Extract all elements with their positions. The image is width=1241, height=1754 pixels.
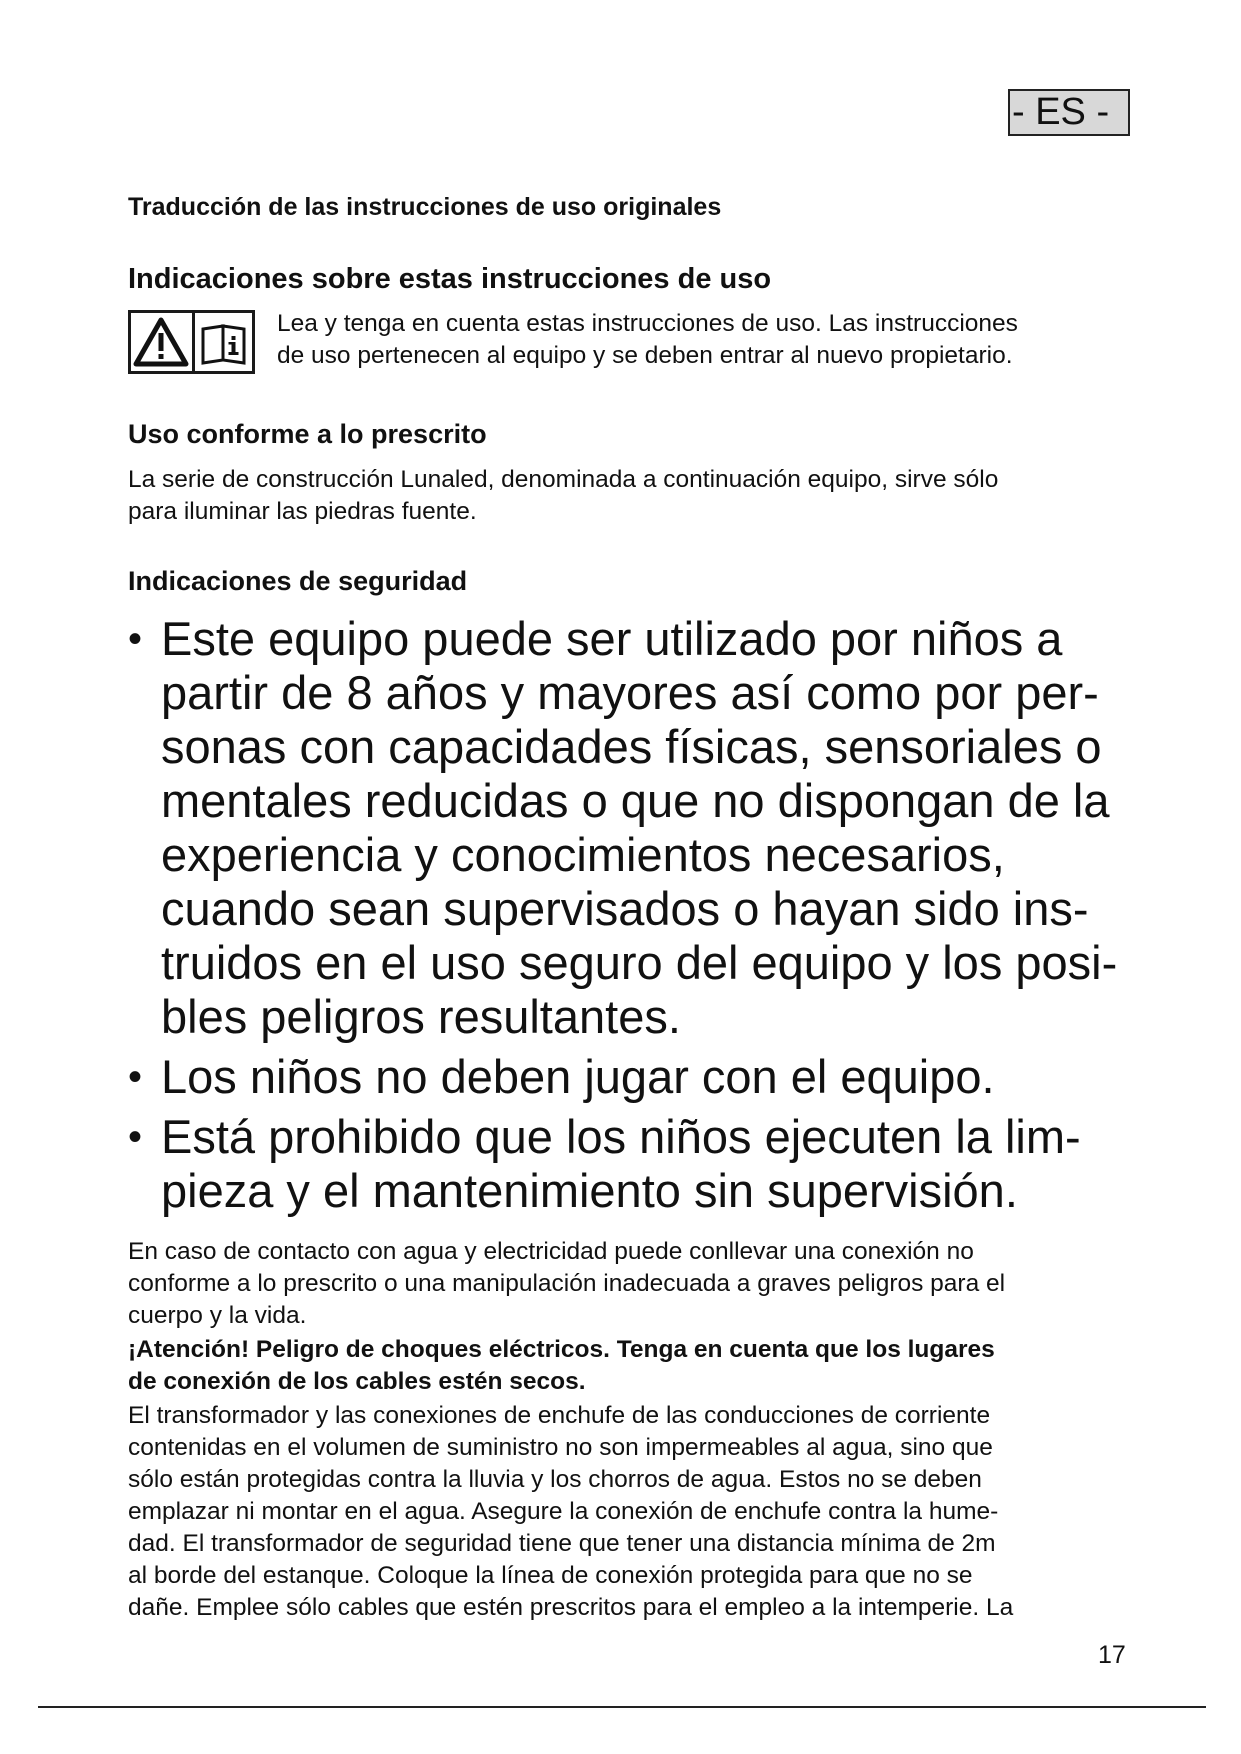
- safety-icons: [128, 310, 255, 374]
- text-line: partir de 8 años y mayores así como por per-: [161, 666, 1099, 719]
- warning-triangle-icon: [131, 313, 195, 371]
- section-title-intended-use: Uso conforme a lo prescrito: [128, 419, 487, 449]
- text-line: La serie de construcción Lunaled, denominada a continuación equipo, sirve sólo: [128, 466, 999, 493]
- bullet-item: [128, 1110, 1148, 1218]
- text-line: cuerpo y la vida.: [128, 1302, 307, 1329]
- text-line: conforme a lo prescrito o una manipulación inadecuada a graves peligros para el: [128, 1270, 1006, 1297]
- text-line: de uso pertenecen al equipo y se deben entrar al nuevo propietario.: [277, 342, 1013, 369]
- document-subtitle: Traducción de las instrucciones de uso originales: [128, 193, 722, 221]
- section-title-instructions: Indicaciones sobre estas instrucciones de uso: [128, 263, 772, 295]
- text-line: de conexión de los cables estén secos.: [128, 1368, 586, 1395]
- text-line: sonas con capacidades físicas, sensoriales o: [161, 720, 1102, 773]
- section-title-safety: Indicaciones de seguridad: [128, 566, 468, 596]
- text-line: El transformador y las conexiones de enchufe de las conducciones de corriente: [128, 1402, 991, 1429]
- transformer-paragraph: [128, 1400, 1148, 1624]
- text-line: Está prohibido que los niños ejecuten la lim-: [161, 1110, 1081, 1163]
- text-line: experiencia y conocimientos necesarios,: [161, 828, 1005, 881]
- contact-warning-paragraph: [128, 1236, 1148, 1332]
- text-line: para iluminar las piedras fuente.: [128, 498, 477, 525]
- text-line: sólo están protegidas contra la lluvia y los chorros de agua. Estos no se deben: [128, 1466, 982, 1493]
- text-line: contenidas en el volumen de suministro no son impermeables al agua, sino que: [128, 1434, 993, 1461]
- electric-shock-warning: [128, 1334, 1148, 1398]
- text-line: Lea y tenga en cuenta estas instrucciones de uso. Las instrucciones: [277, 310, 1018, 337]
- manual-info-icon: [195, 313, 252, 371]
- text-line: dad. El transformador de seguridad tiene que tener una distancia mínima de 2m: [128, 1530, 996, 1557]
- safety-bullet-list: [128, 612, 1148, 1224]
- bullet-dot: •: [128, 1115, 143, 1159]
- text-line: cuando sean supervisados o hayan sido ins-: [161, 882, 1089, 935]
- text-line: Este equipo puede ser utilizado por niños a: [161, 612, 1063, 665]
- language-badge: - ES -: [1008, 89, 1130, 136]
- text-line: En caso de contacto con agua y electricidad puede conllevar una conexión no: [128, 1238, 974, 1265]
- footer-divider: [38, 1706, 1206, 1708]
- page-number: 17: [1098, 1641, 1126, 1669]
- text-line: mentales reducidas o que no dispongan de la: [161, 774, 1110, 827]
- bullet-dot: •: [128, 617, 143, 661]
- text-line: truidos en el uso seguro del equipo y los posi-: [161, 936, 1118, 989]
- bullet-dot: •: [128, 1055, 143, 1099]
- text-line: pieza y el mantenimiento sin supervisión.: [161, 1164, 1018, 1217]
- intended-use-text: [128, 464, 1148, 528]
- text-line: emplazar ni montar en el agua. Asegure la conexión de enchufe contra la hume-: [128, 1498, 999, 1525]
- text-line: dañe. Emplee sólo cables que estén prescritos para el empleo a la intemperie. La: [128, 1594, 1014, 1621]
- instructions-text: [277, 308, 1137, 372]
- text-line: bles peligros resultantes.: [161, 990, 681, 1043]
- bullet-item: [128, 612, 1148, 1044]
- text-line: ¡Atención! Peligro de choques eléctricos. Tenga en cuenta que los lugares: [128, 1336, 995, 1363]
- bullet-item: [128, 1050, 1148, 1104]
- text-line: Los niños no deben jugar con el equipo.: [161, 1050, 995, 1103]
- text-line: al borde del estanque. Coloque la línea de conexión protegida para que no se: [128, 1562, 973, 1589]
